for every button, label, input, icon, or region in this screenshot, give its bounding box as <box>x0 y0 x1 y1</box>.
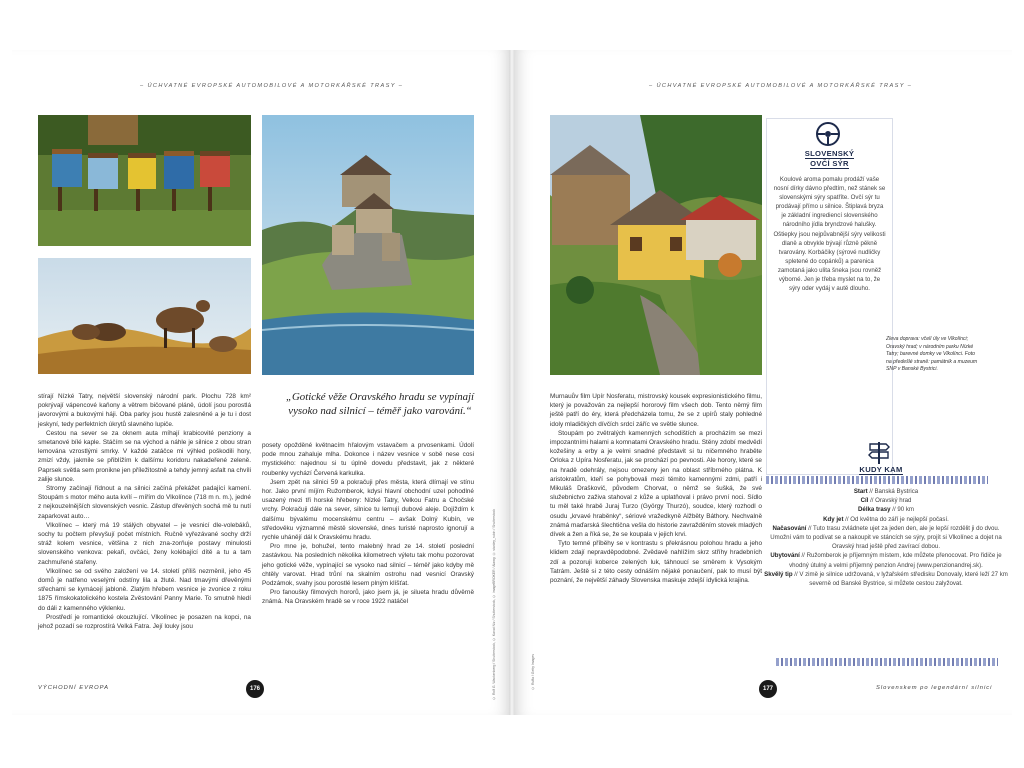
value: 90 km <box>897 506 914 514</box>
right-footer: Slovenskem po legendární silnici <box>876 685 993 691</box>
label: Skvělý tip <box>764 570 793 578</box>
route-length: Délka trasy // 90 km <box>858 506 914 514</box>
paragraph: Stoupám po zvětralých kamenných schodištích a procházím se mezi impozantními halami a komnatami Oravského hradu. Stěny zdobí medvědí kožešiny a erby a je velmi snadné představit si tu ničemného hraběte Orloka z Upíra Nosferatu, jak se prochází po pevnosti. Ale horory, které se na hradě odehrály, nejsou omezeny jen na oblast stříbrného plátna. K aristokratům, kteří se pohybovali mezi těmito kamennými zdmi, patří i Mikuláš Draškovič, původem Chorvat, o němž se šušká, že své služebnictvo zaživa stahoval z kůže a uplatňoval i právo první noci. Sídlo tu měl také hrabě Juraj Turzo (György Thurzó), soudce, který rozhodl o osudu „krvavé hraběnky“, sériové vražedkyně Alžběty Báthory. Nechvalně známá maďarská šlechtična vešla do historie zavražděním stovek mladých dívek a žen a říká se, že se koupala v jejich krvi. <box>550 429 762 539</box>
label: Ubytování <box>770 552 800 560</box>
paragraph: Cestou na sever se za oknem auta míhají krabicovité penziony a smetanové bílé kaple. Stáčím se na východ a náhle je silnice z obou stran lemována vzrostlými smrky. V každé zatáčce mi výhled poškodili hory, zmizí vždy, jakmile se přiblížím k dalšímu koridoru nakadeřené zeleně. Paprsek světla sem pronikne jen příležitostně a tehdy jemný asfalt na chvíli zalije slunce. <box>38 429 251 483</box>
running-head-left: – ÚCHVATNÉ EVROPSKÉ AUTOMOBILOVÉ A MOTORKÁŘSKÉ TRASY – <box>140 83 404 89</box>
paragraph: Pro fanoušky filmových hororů, jako jsem já, je silueta hradu důvěrně známá. Na Oravském hradě se v roce 1922 natáčel <box>262 589 474 606</box>
route-end: Cíl // Oravský hrad <box>860 497 912 505</box>
running-head-right: – ÚCHVATNÉ EVROPSKÉ AUTOMOBILOVÉ A MOTORKÁŘSKÉ TRASY – <box>649 83 913 89</box>
kudy-kam-title-text: KUDY KAM <box>859 465 903 474</box>
left-column-1 <box>38 392 251 631</box>
paragraph: Vlkolínec se od svého založení ve 14. století příliš nezměnil, jeho 45 domů je natřeno veselými odstíny lila a žluté. Nad tmavými dřevěnými střechami se kymácejí jabloně. Zlatým hřebem vesnice je zvonice z roku 1875 římskokatolického kostela Zvěstování Panny Marie. To smutně hledí do dáli z kamenného výklenku. <box>38 567 251 612</box>
pull-quote: „Gotické věže Oravského hradu se vypínají vysoko nad silnicí – téměř jako varování.“ <box>286 391 474 417</box>
value: Ružomberok je příjemným místem, kde můžete přenocovat. Pro řidiče je vhodný útulný a velmi příjemný penzion Andrej (www.penzionandrej.sk). <box>789 552 1002 569</box>
photo-vlkolinec-houses <box>550 115 762 375</box>
signpost-icon <box>868 440 890 464</box>
left-footer: VÝCHODNÍ EVROPA <box>38 685 109 691</box>
label: Délka trasy <box>858 506 891 514</box>
route-accommodation: Ubytování // Ružomberok je příjemným místem, kde můžete přenocovat. Pro řidiče je vhodný útulný a velmi příjemný penzion Andrej (www.penzionandrej.sk). <box>770 552 1002 569</box>
sidebar-title-line1: SLOVENSKÝ <box>804 149 855 158</box>
right-page-number: 177 <box>759 680 777 698</box>
steering-wheel-icon <box>815 121 841 147</box>
paragraph: Prostředí je romantické okouzlující. Vlkolínec je posazen na kopci, na jehož pozadí se rozprostírá Velká Fatra. Její louky jsou <box>38 613 251 631</box>
route-when: Kdy jet // Od května do září je nejlepší počasí. <box>823 515 949 523</box>
route-timing: Načasování // Tuto trasu zvládnete ujet za jeden den, ale je lepší rozdělit ji do dvou. Umožní vám to podívat se a nakoupit ve stáncích se sýry, projít si Vlkolínec a dojet na Oravský hrad ještě před zavírací dobou. <box>770 524 1002 551</box>
photo-credit-right: © Ruffa / Getty Images <box>531 654 535 690</box>
photo-credit-left: © Rolf G. Wackenberg / Shutterstock, © Kanat Niz / Shutterstock, © imageBROKER / Alamy, © stanley_rubin / Shutterstock <box>492 508 496 700</box>
right-column-1 <box>550 392 762 585</box>
left-page-number: 176 <box>246 680 264 698</box>
left-page <box>12 50 510 715</box>
sidebar-body: Koulové aroma pomalu prodáží vaše nosní dírky dávno předtím, než stánek se slovenskými sýry spatříte. Ovčí sýr tu prodávají přímo u silnice. Štiplavá bryza je základní ingrediencí slovenského národního jídla bryndzové halušky. Oštiepky jsou nejpůvabnější sýry velikosti dlaně a obvykle bývají různě pěkně tvarovány. Korbáčiky (sýrové nudličky spletené do copánků) a parenica zamotaná jako ulita šneka jsou rovněž výborné. Jen je třeba myslet na to, že sýry oder vydáj v autě dlouho. <box>773 176 886 293</box>
label: Cíl <box>860 497 869 505</box>
left-column-2 <box>262 441 474 607</box>
sidebar-title <box>767 149 892 168</box>
paragraph: Pro mne je, bohužel, tento malebný hrad ze 14. století poslední zastávkou. Na posledních několika kilometrech výletu tak mohu pozorovat jeho gotické věže, vypínající se vysoko nad silnicí – téměř jako kdyby mě chtěly varovat. Hrad trůní na skalním ostrohu nad vesnicí Oravský Podzámok, svahy jsou porostlé lesem plným klíšťat. <box>262 543 474 588</box>
sidebar-title-line2: OVČÍ SÝR <box>810 158 849 168</box>
value: V zimě je silnice udržovaná, v lyžařském středisku Donovaly, které leží 27 km severně od Banské Bystrice, si můžete cestou zalyžovat. <box>799 570 1008 588</box>
photo-chamois <box>38 258 251 374</box>
decorative-border <box>766 476 988 484</box>
kudy-kam-body <box>764 487 1008 588</box>
route-tip: Skvělý tip // V zimě je silnice udržovaná, v lyžařském středisku Donovaly, které leží 27 km severně od Banské Bystrice, si můžete cestou zalyžovat. <box>764 570 1008 588</box>
value: Banská Bystrica <box>874 488 919 495</box>
photo-beehives <box>38 115 251 246</box>
sidebar-sheep-cheese <box>766 118 893 475</box>
paragraph: Vlkolínec – který má 19 stálých obyvatel – je vesnicí dle-volebáků, sochy tu počtem převyšují počet místních. Ručně vyřezávané sochy drží stráž kolem vesnice, většina z nich zna-zorňuje postavy minulosti slovenského venkova: pekaři, ovčáci, ženy kolébající dítě a tu a tam zachmuřené stařeny. <box>38 521 251 566</box>
photo-orava-castle <box>262 115 474 375</box>
value: Tuto trasu zvládnete ujet za jeden den, ale je lepší rozdělit ji do dvou. Umožní vám to podívat se a nakoupit ve stáncích se sýry, projít si Vlkolínec a dojet na Oravský hrad ještě před zavírací dobou. <box>770 524 1002 551</box>
right-page <box>514 50 1012 715</box>
value: Oravský hrad <box>875 497 912 505</box>
kudy-kam-title <box>828 465 934 474</box>
paragraph: Murnauův film Upír Nosferatu, mistrovský kousek expresionistického filmu, který je považován za nejlepší hororový film všech dob. Tento němý film ještě patří do éry, která předcházela tomu, že se z upírů staly pohledné idoly mladičkých dívčích srdcí záříc ve světle slunce. <box>550 393 762 428</box>
value: Od května do září je nejlepší počasí. <box>850 515 949 523</box>
paragraph: Jsem zpět na silnici 59 a pokračuji přes města, která dlímají ve stínu hor. Jako první míjím Ružomberok, kdysi hlavní obchodní uzel pohodlné usazený mezi tři horské hřebeny: Nízké Tatry, Velkou Fatru a Chočské vrchy. Pokračuji dále na sever, silnice tu lemují dubové aleje. Dojíždím k dalšímu bývalému mocenskému centru – avšak Dolný Kubín, ve středověku významné městě slovenské, dnes turisté naprosto ignorují a rychle uhánějí dál k Oravskému hradu. <box>262 478 474 542</box>
label: Kdy jet <box>823 515 844 523</box>
paragraph: stírají Nízké Tatry, největší slovenský národní park. Plochu 728 km² pokrývají vápencové kaňony a větrem bičované pláně, údolí jsou porostlá javorovými a bukovými háji. Oba parky jsou hustě zalesněné a je tu i dost jeskyní, tedy perfektních úkrytů slavného lupiče. <box>38 393 251 428</box>
paragraph: Stromy začínají řídnout a na silnici začíná překážet padající kamení. Stoupám s motor mého auta kvílí – mířím do Vlkolínce (718 m n. m.), jedné z nejkouzelnějších slovenských vesnic. Zástup dřevěných sochá mě tu nutí zaparkovat auto… <box>38 485 251 520</box>
paragraph: posety opožděné květnacím hřalovým vstavačem a prvosenkami. Údolí pode mnou zahaluje mlha. Dokonce i název vesnice v sobě nese cosi mystického: najednou si tu úplně dovedu představit, jak z některé roubenky vychází Červená karkulka. <box>262 442 474 477</box>
decorative-border <box>776 658 998 666</box>
label: Načasování <box>772 524 807 532</box>
paragraph: Tyto temné příběhy se v kontrastu s překrásnou polohou hradu a jeho klidem zdají nepravděpodobné. Zvědavě nahlížím skrz stříhy hradebních zdí a pozoruji koberce zelených luk, táhnoucí se směrem k Vysokým Tatrám. Ještě si z této cesty odnáším nějaké ponaučení, pak to musí být poznání, že největší záhady Slovenska maskuje zdejší idylická krajina. <box>550 540 762 585</box>
label: Start <box>853 488 868 495</box>
route-start: Start // Banská Bystrica <box>853 488 919 495</box>
photo-captions: Zleva doprava: včelí úly ve Vlkolínci; Oravský hrad; v národním parku Nízké Tatry; barevné domky ve Vlkolínci. Foto na předešlé straně: památník a muzeum SNP v Banské Bystrici. <box>886 336 978 373</box>
